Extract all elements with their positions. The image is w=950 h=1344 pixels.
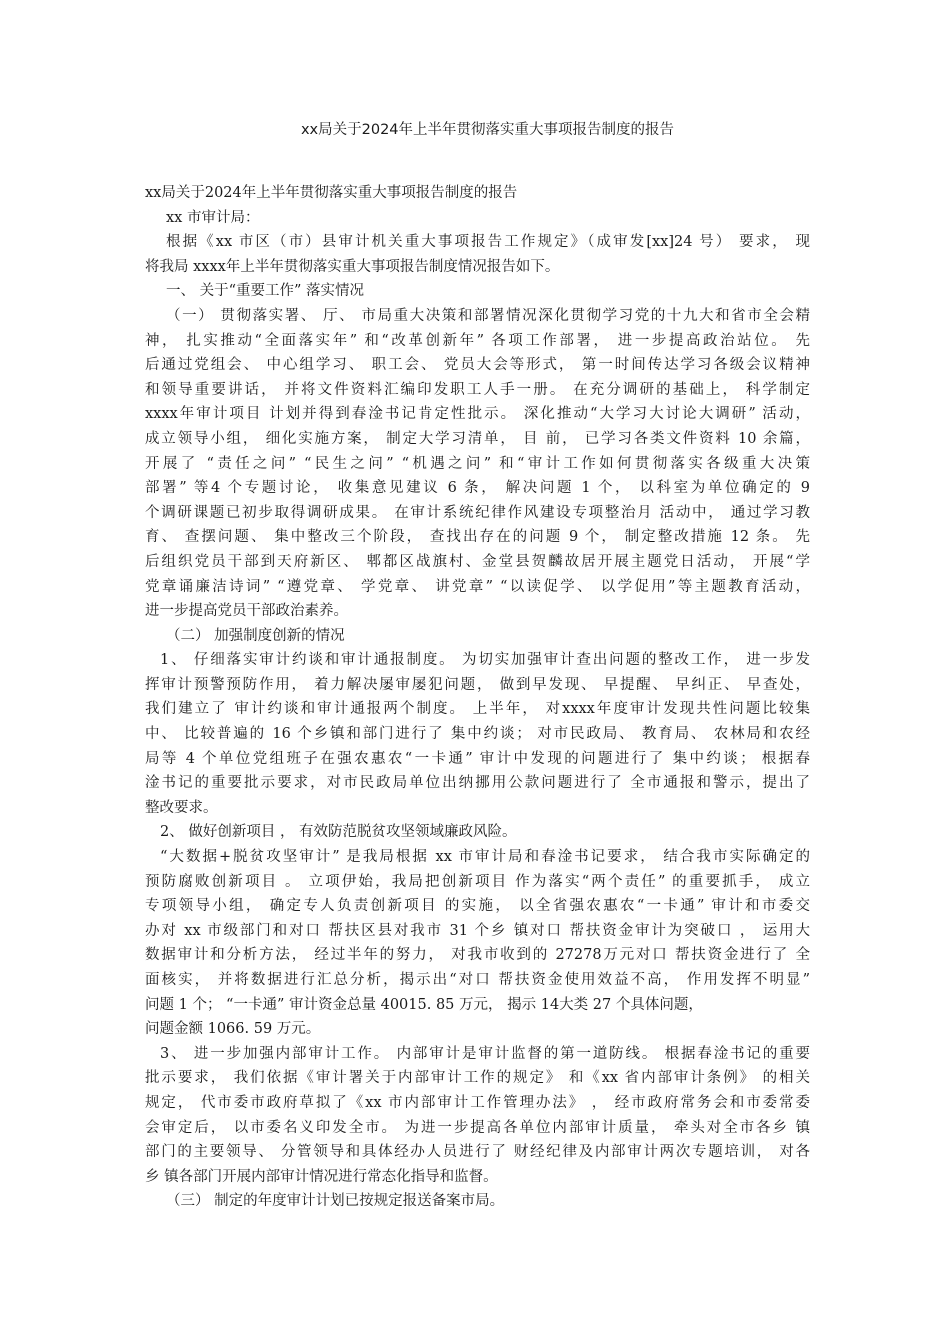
paragraph-line: 挥审计预警预防作用， 着力解决屡审屡犯问题， 做到早发现、 早提醒、 早纠正、 早查处，	[145, 676, 810, 693]
subsection-heading: （三） 制定的年度审计计划已按规定报送备案市局。	[166, 1193, 505, 1210]
paragraph-line: 批示要求， 我们依据《审计署关于内部审计工作的规定》 和《xx 省内部审计条例》 的相关	[145, 1070, 810, 1087]
paragraph-line: 进一步提高党员干部政治素养。	[145, 603, 348, 620]
paragraph-line: 局等 4 个单位党组班子在强农惠农“一卡通” 审计中发现的问题进行了 集中约谈； 根据春	[145, 750, 810, 767]
section-heading: 一、 关于“重要工作” 落实情况	[166, 283, 365, 300]
item-heading: 2、 做好创新项目 ， 有效防范脱贫攻坚领域廉政风险。	[160, 824, 517, 841]
document-page	[145, 120, 810, 1214]
body-heading: xx局关于2024年上半年贯彻落实重大事项报告制度的报告	[145, 185, 518, 201]
paragraph-line: xxxx年审计项目 计划并得到春淦书记肯定性批示。 深化推动“大学习大讨论大调研” 活动，	[145, 406, 810, 423]
paragraph-line: 乡 镇各部门开展内部审计情况进行常态化指导和监督。	[145, 1168, 498, 1185]
paragraph-line: 育、 查摆问题、 集中整改三个阶段， 查找出存在的问题 9 个， 制定整改措施 12 条。 先	[145, 529, 810, 546]
paragraph-line: 我们建立了 审计约谈和审计通报两个制度。 上半年， 对xxxx年度审计发现共性问题比较集	[145, 701, 810, 718]
paragraph-line: 个调研课题已初步取得调研成果。 在审计系统纪律作风建设专项整治月 活动中， 通过学习教	[145, 504, 810, 521]
paragraph-line: 专项领导小组， 确定专人负责创新项目 的实施， 以全省强农惠农“一卡通” 审计和市委交	[145, 898, 810, 915]
paragraph-line: （一） 贯彻落实署、 厅、 市局重大决策和部署情况深化贯彻学习党的十九大和省市全会精	[166, 307, 810, 324]
paragraph-line: 面核实， 并将数据进行汇总分析，揭示出“对口 帮扶资金使用效益不高， 作用发挥不明显”	[145, 972, 810, 988]
paragraph-line: 后组织党员干部到天府新区、 郫都区战旗村、金堂县贺麟故居开展主题党日活动， 开展“学	[145, 553, 810, 570]
paragraph-line: 问题金额 1066. 59 万元。	[145, 1021, 321, 1038]
paragraph-line: 开展了 “责任之问” “民生之问” “机遇之问” 和“审计工作如何贯彻落实各级重大决策	[145, 455, 810, 472]
paragraph-line: 将我局 xxxx年上半年贯彻落实重大事项报告制度情况报告如下。	[145, 258, 560, 275]
paragraph-line: 问题 1 个； “一卡通” 审计资金总量 40015. 85 万元， 揭示 14大类 27 个具体问题，	[145, 996, 703, 1013]
paragraph-line: 淦书记的重要批示要求，对市民政局单位出纳挪用公款问题进行了 全市通报和警示，提出了	[145, 775, 810, 792]
paragraph-line: 和领导重要讲话， 并将文件资料汇编印发职工人手一册。 在充分调研的基础上， 科学制定	[145, 381, 810, 398]
paragraph-line: 部门的主要领导、 分管领导和具体经办人员进行了 财经纪律及内部审计两次专题培训， 对各	[145, 1144, 810, 1161]
subsection-heading: （二） 加强制度创新的情况	[166, 627, 345, 644]
paragraph-line: 神， 扎实推动“全面落实年” 和“改革创新年” 各项工作部署， 进一步提高政治站位。 先	[145, 332, 810, 349]
paragraph-line: 3、 进一步加强内部审计工作。 内部审计是审计监督的第一道防线。 根据春淦书记的重要	[160, 1045, 810, 1062]
paragraph-line: 成立领导小组， 细化实施方案， 制定大学习清单， 目 前， 已学习各类文件资料 10 余篇，	[145, 430, 810, 447]
paragraph-line: 部署” 等4 个专题讨论， 收集意见建议 6 条， 解决问题 1 个， 以科室为单位确定的 9	[145, 480, 810, 497]
paragraph-line: 根据《xx 市区（市）县审计机关重大事项报告工作规定》（成审发[xx]24 号） 要求， 现	[166, 234, 810, 251]
salutation: xx 市审计局：	[166, 209, 260, 226]
paragraph-line: 数据审计和分析方法， 经过半年的努力， 对我市收到的 27278万元对口 帮扶资金进行了 全	[145, 947, 810, 964]
paragraph-line: 办对 xx 市级部门和对口 帮扶区县对我市 31 个乡 镇对口 帮扶资金审计为突破口 ， 运用大	[145, 922, 810, 939]
paragraph-line: 会审定后， 以市委名义印发全市。 为进一步提高各单位内部审计质量， 牵头对全市各乡 镇	[145, 1119, 810, 1136]
paragraph-line: 党章诵廉洁诗词” “遵党章、 学党章、 讲党章” “以读促学、 以学促用”等主题教育活动，	[145, 578, 810, 595]
paragraph-line: 1、 仔细落实审计约谈和审计通报制度。 为切实加强审计查出问题的整改工作， 进一步发	[160, 652, 810, 669]
paragraph-line: 整改要求。	[145, 799, 218, 816]
paragraph-line: 后通过党组会、 中心组学习、 职工会、 党员大会等形式， 第一时间传达学习各级会议精神	[145, 357, 810, 374]
paragraph-line: 预防腐败创新项目 。 立项伊始，我局把创新项目 作为落实“两个责任” 的重要抓手， 成立	[145, 873, 810, 890]
paragraph-line: 中、 比较普遍的 16 个乡镇和部门进行了 集中约谈； 对市民政局、 教育局、 农林局和农经	[145, 726, 810, 743]
document-title: xx局关于2024年上半年贯彻落实重大事项报告制度的报告	[300, 122, 675, 138]
paragraph-line: “大数据+脱贫攻坚审计” 是我局根据 xx 市审计局和春淦书记要求， 结合我市实际确定的	[160, 849, 810, 866]
paragraph-line: 规定， 代市委市政府草拟了《xx 市内部审计工作管理办法》 ， 经市政府常务会和市委常委	[145, 1094, 810, 1111]
